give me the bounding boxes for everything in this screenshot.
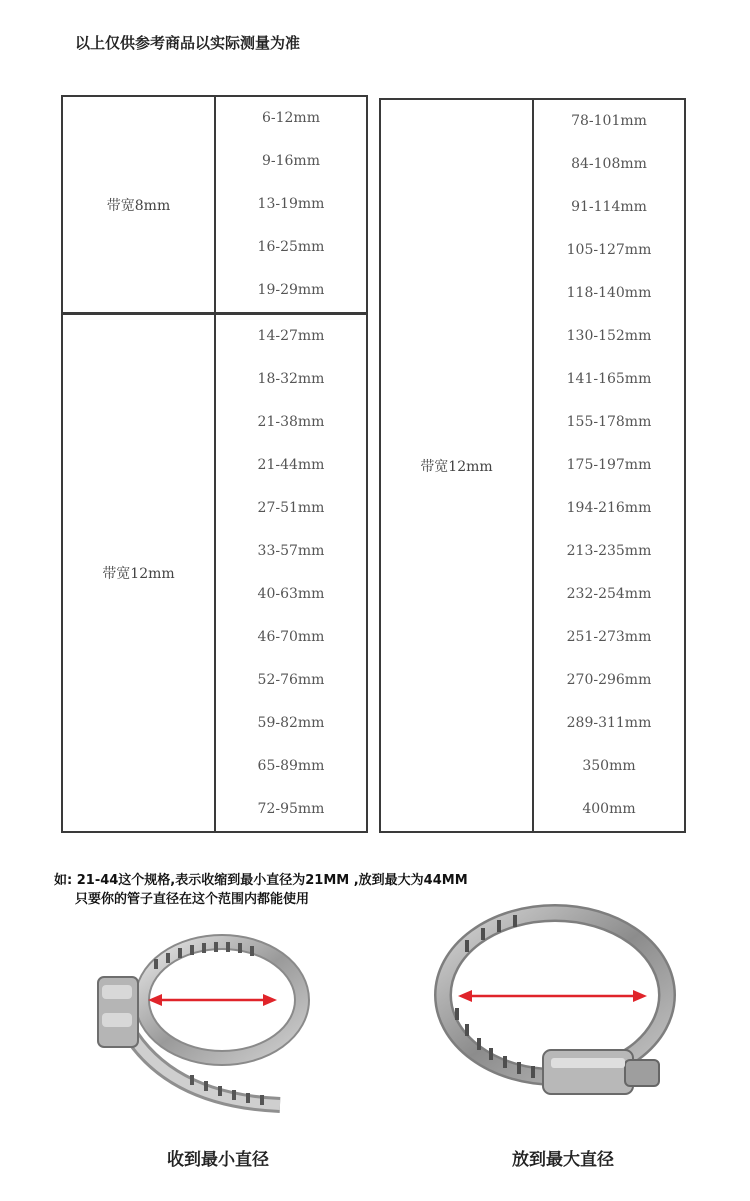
size-range: 16-25mm (257, 239, 325, 255)
size-range: 21-44mm (257, 457, 325, 473)
size-range: 72-95mm (257, 801, 325, 817)
size-range: 232-254mm (566, 586, 652, 602)
size-range: 118-140mm (566, 285, 652, 301)
size-range: 213-235mm (566, 543, 652, 559)
size-range: 400mm (582, 801, 636, 817)
disclaimer-note: 以上仅供参考商品以实际测量为准 (75, 34, 301, 52)
size-range: 91-114mm (571, 199, 647, 215)
spec-table-12mm-large (379, 98, 686, 833)
size-range: 251-273mm (566, 629, 652, 645)
size-range: 46-70mm (257, 629, 325, 645)
size-list (533, 99, 685, 832)
band-width-cell: 带宽12mm (380, 99, 533, 832)
size-range: 9-16mm (261, 153, 320, 169)
size-range: 27-51mm (257, 500, 325, 516)
size-range: 105-127mm (566, 242, 652, 258)
caption-min-diameter: 收到最小直径 (167, 1150, 269, 1170)
size-range: 52-76mm (257, 672, 325, 688)
size-list (215, 96, 367, 313)
size-range: 18-32mm (257, 371, 325, 387)
size-range: 289-311mm (566, 715, 652, 731)
size-range: 40-63mm (257, 586, 325, 602)
size-range: 14-27mm (257, 328, 325, 344)
size-list (215, 314, 367, 832)
size-range: 78-101mm (571, 113, 647, 129)
size-range: 141-165mm (566, 371, 652, 387)
size-range: 21-38mm (257, 414, 325, 430)
size-range: 155-178mm (566, 414, 652, 430)
size-range: 13-19mm (257, 196, 325, 212)
size-range: 175-197mm (566, 457, 652, 473)
caption-max-diameter: 放到最大直径 (512, 1150, 614, 1170)
example-usage-note: 只要你的管子直径在这个范围内都能使用 (75, 892, 310, 907)
size-range: 19-29mm (257, 282, 325, 298)
size-range: 59-82mm (257, 715, 325, 731)
size-range: 6-12mm (261, 110, 320, 126)
size-range: 350mm (582, 758, 636, 774)
size-range: 194-216mm (566, 500, 652, 516)
spec-table-8mm (61, 95, 368, 314)
size-range: 65-89mm (257, 758, 325, 774)
clamp-max-image (425, 900, 685, 1125)
size-range: 270-296mm (566, 672, 652, 688)
band-width-cell: 带宽8mm (62, 96, 215, 313)
size-range: 130-152mm (566, 328, 652, 344)
band-width-cell: 带宽12mm (62, 314, 215, 832)
spec-table-12mm-small (61, 313, 368, 833)
example-explanation: 如: 21-44这个规格,表示收缩到最小直径为21MM ,放到最大为44MM (54, 873, 468, 888)
size-range: 33-57mm (257, 543, 325, 559)
size-range: 84-108mm (571, 156, 647, 172)
clamp-min-image (70, 915, 330, 1130)
